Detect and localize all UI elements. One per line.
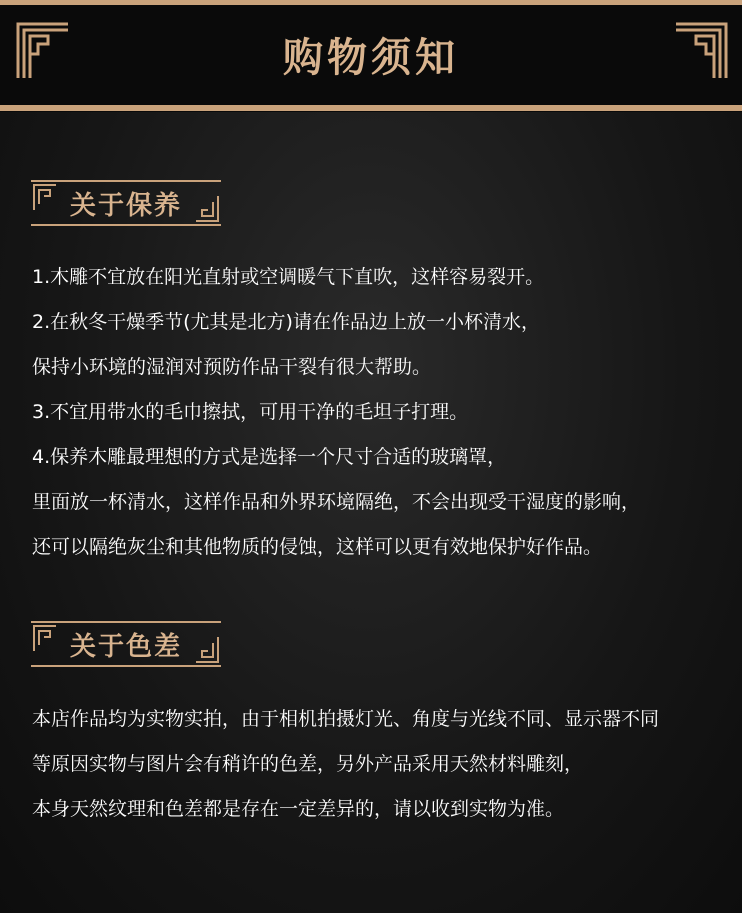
color-difference-paragraph: [32, 697, 732, 832]
color-line: 等原因实物与图片会有稍许的色差，另外产品采用天然材料雕刻，: [32, 753, 584, 775]
care-line: 还可以隔绝灰尘和其他物质的侵蚀，这样可以更有效地保护好作品。: [32, 536, 603, 558]
care-line: 里面放一杯清水，这样作品和外界环境隔绝，不会出现受干湿度的影响，: [32, 491, 641, 513]
care-line: 2.在秋冬干燥季节(尤其是北方)请在作品边上放一小杯清水，: [32, 311, 540, 333]
section-title-care: 关于保养: [70, 191, 183, 221]
color-line: 本身天然纹理和色差都是存在一定差异的，请以收到实物为准。: [32, 798, 565, 820]
care-line: 1.木雕不宜放在阳光直射或空调暖气下直吹，这样容易裂开。: [32, 266, 545, 288]
section-heading-color-difference: [30, 621, 222, 667]
care-paragraph: [32, 255, 732, 570]
header-bottom-border: [0, 105, 742, 111]
section-heading-care: [30, 180, 222, 226]
header-band: [0, 0, 742, 112]
care-line: 4.保养木雕最理想的方式是选择一个尺寸合适的玻璃罩，: [32, 446, 507, 468]
color-line: 本店作品均为实物实拍，由于相机拍摄灯光、角度与光线不同、显示器不同: [32, 708, 660, 730]
care-line: 3.不宜用带水的毛巾擦拭，可用干净的毛坦子打理。: [32, 401, 469, 423]
page-title: 购物须知: [283, 35, 459, 81]
care-line: 保持小环境的湿润对预防作品干裂有很大帮助。: [32, 356, 432, 378]
header-top-border: [0, 0, 742, 5]
section-title-color-difference: 关于色差: [70, 632, 183, 662]
